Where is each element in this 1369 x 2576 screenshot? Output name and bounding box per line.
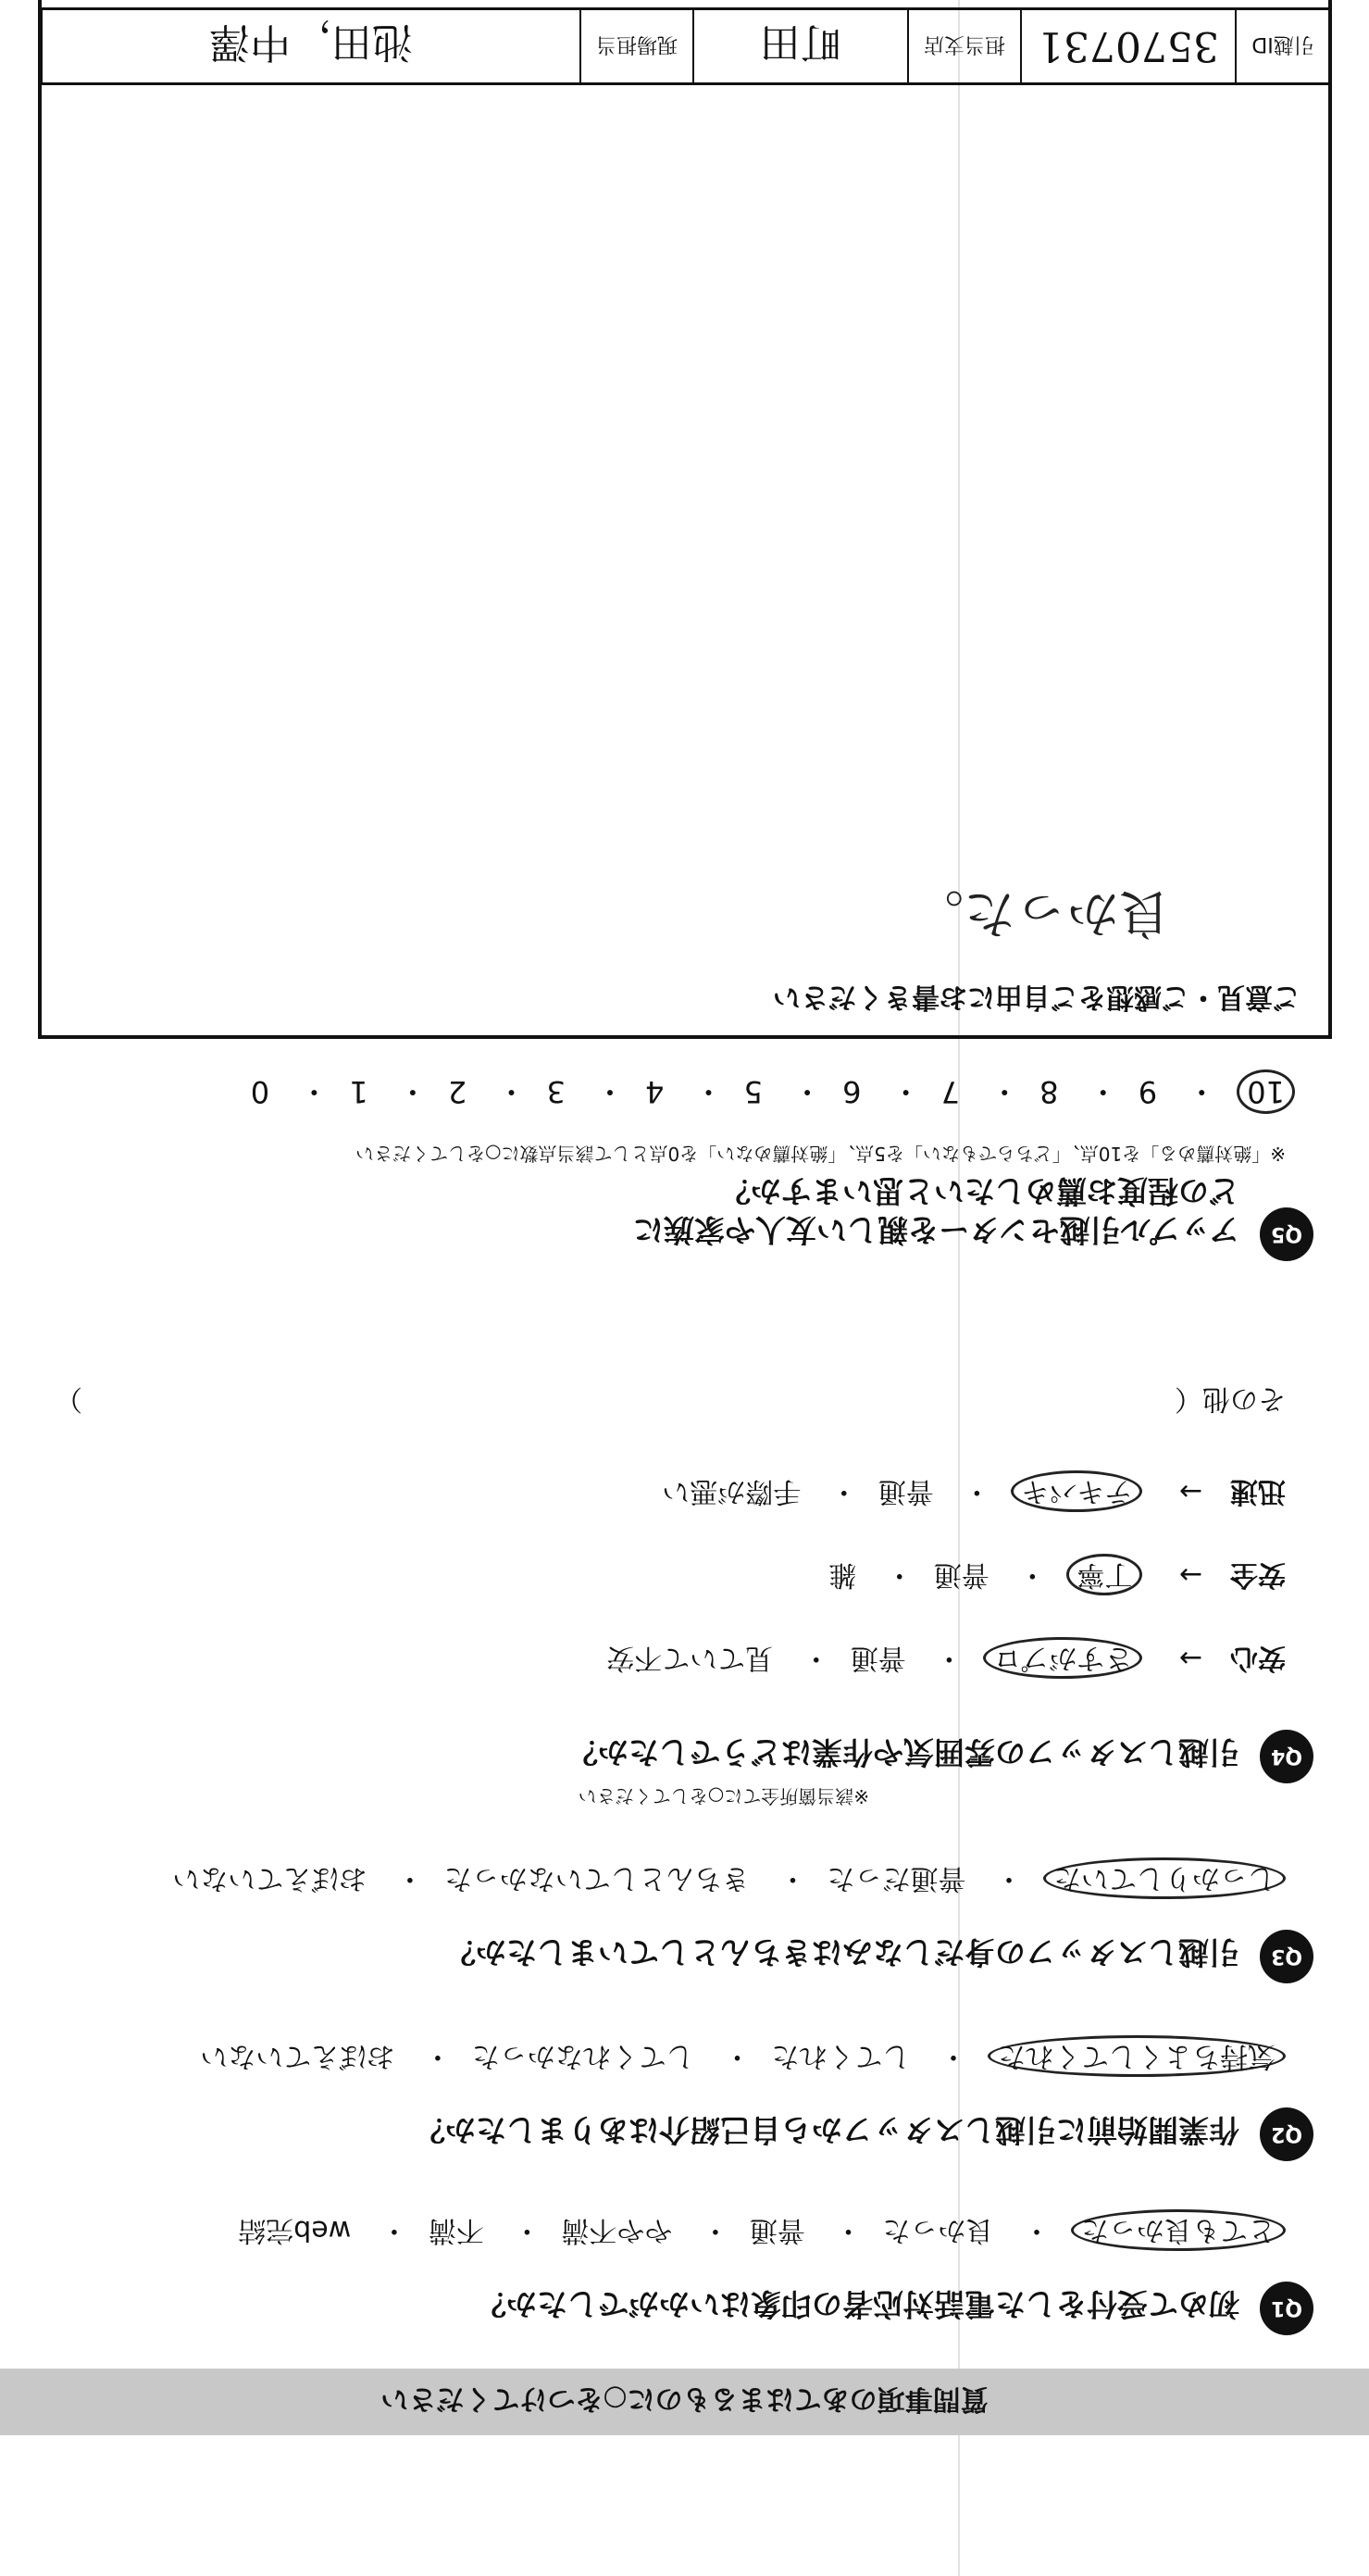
q4-row-label: 迅速 xyxy=(1230,1475,1286,1507)
branch-value: 町田 xyxy=(692,10,907,82)
q2-option[interactable]: 気持ちよくしてくれた xyxy=(988,2035,1286,2077)
q3-options: しっかりしていた・ 普通だった・ きちんとしていなかった・ おぼえていない xyxy=(172,1861,1286,1902)
comment-handwriting: 良かった。 xyxy=(912,882,1171,943)
q4-option[interactable]: 丁寧 xyxy=(1066,1554,1142,1595)
leader-value: 池田，中澤 xyxy=(209,19,413,66)
q1-option[interactable]: やや不満 xyxy=(561,2214,673,2246)
q4-other-row xyxy=(55,1382,1286,1422)
q4-badge: Q4 xyxy=(1260,1730,1313,1783)
q4-option[interactable]: 雑 xyxy=(828,1558,857,1591)
q1-option[interactable]: 普通 xyxy=(749,2214,805,2246)
q3-option[interactable]: 普通だった xyxy=(827,1862,966,1894)
q5-scale-value[interactable]: 8 xyxy=(1039,1074,1059,1109)
q1-option[interactable]: とても良かった xyxy=(1071,2209,1286,2251)
q2-badge: Q2 xyxy=(1260,2107,1313,2161)
q2-option[interactable]: してくれた xyxy=(771,2040,911,2072)
q1-badge: Q1 xyxy=(1260,2282,1313,2335)
q5-scale-value[interactable]: 4 xyxy=(645,1074,665,1109)
q4-option[interactable]: テキパキ xyxy=(1011,1470,1142,1512)
q1-title: 初めて受付をした電話対応者の印象はいかがでしたか？ xyxy=(476,2286,1239,2322)
q4-option[interactable]: 普通 xyxy=(850,1642,906,1674)
leader-label: 現場担当 xyxy=(579,10,692,82)
comment-box[interactable] xyxy=(38,0,1332,1039)
q4-row-jinsoku: 迅速→ テキパキ・ 普通・ 手際が悪い xyxy=(662,1474,1286,1515)
q4-note: ※該当箇所全てに○をしてください xyxy=(578,1785,869,1807)
q5-scale-value[interactable]: 1 xyxy=(349,1074,368,1109)
id-label: 引越ID xyxy=(1235,10,1329,82)
id-value: 3570731 xyxy=(1020,10,1235,82)
q5-note: ※「絶対薦める」を10点、「どちらでもない」を5点、「絶対薦めない」を0点として該当点数に○をしてください xyxy=(355,1143,1286,1165)
q5-scale-value[interactable]: 0 xyxy=(250,1074,270,1109)
q5-scale-value[interactable]: 3 xyxy=(546,1074,566,1109)
q3-option[interactable]: おぼえていない xyxy=(172,1862,367,1894)
q3-title: 引越しスタッフの身だしなみはきちんとしていましたか？ xyxy=(445,1934,1239,1970)
q5-title-line2: どの程度お薦めしたいと思いますか？ xyxy=(720,1173,1239,1209)
q4-option[interactable]: 普通 xyxy=(877,1475,934,1507)
q4-option[interactable]: 見ていて不安 xyxy=(606,1642,774,1674)
q3-badge: Q3 xyxy=(1260,1930,1313,1983)
q5-scale-value[interactable]: 6 xyxy=(842,1074,862,1109)
q4-title: 引越しスタッフの雰囲気や作業はどうでしたか？ xyxy=(567,1734,1239,1770)
q2-options: 気持ちよくしてくれた・ してくれた・ してくれなかった・ おぼえていない xyxy=(200,2039,1286,2080)
q1-option[interactable]: 良かった xyxy=(882,2214,994,2246)
q1-option[interactable]: 不満 xyxy=(428,2214,484,2246)
q4-row-label: 安全 xyxy=(1230,1558,1286,1591)
q5-badge: Q5 xyxy=(1260,1207,1313,1261)
q5-scale-value[interactable]: 10 xyxy=(1237,1069,1295,1114)
comment-label: ご意見・ご感想をご自由にお書きください xyxy=(773,981,1301,1013)
q1-option[interactable]: web完結 xyxy=(238,2214,352,2246)
q2-option[interactable]: おぼえていない xyxy=(200,2040,395,2072)
q5-scale-value[interactable]: 2 xyxy=(447,1074,467,1109)
q5-scale-value[interactable]: 9 xyxy=(1138,1074,1158,1109)
q4-other-close: ） xyxy=(55,1382,82,1415)
q4-other-label: その他（ xyxy=(1175,1382,1286,1415)
q5-scale: 10・ 9・ 8・ 7・ 6・ 5・ 4・ 3・ 2・ 1・ 0 xyxy=(36,1069,1295,1115)
q4-option[interactable]: 普通 xyxy=(933,1558,989,1591)
q2-title: 作業開始前に引越しスタッフから自己紹介はありましたか？ xyxy=(415,2112,1239,2148)
q5-scale-value[interactable]: 5 xyxy=(743,1074,763,1109)
q3-option[interactable]: しっかりしていた xyxy=(1043,1857,1286,1899)
q4-row-anzen: 安全→ 丁寧・ 普通・ 雑 xyxy=(828,1557,1286,1598)
id-table xyxy=(40,7,1332,85)
instruction-text: 質問事項のあてはまるものに○をつけてください xyxy=(380,2382,989,2415)
q5-scale-value[interactable]: 7 xyxy=(940,1074,960,1109)
q1-options: とても良かった・ 良かった・ 普通・ やや不満・ 不満・ web完結 xyxy=(238,2213,1286,2254)
instruction-header xyxy=(0,2369,1369,2435)
q3-option[interactable]: きちんとしていなかった xyxy=(443,1862,750,1894)
q2-option[interactable]: してくれなかった xyxy=(471,2040,694,2072)
q5-title-line1: アップル引越センターを親しい友人や家族に xyxy=(632,1212,1239,1248)
q4-row-anshin: 安心→ さすがプロ・ 普通・ 見ていて不安 xyxy=(606,1641,1286,1682)
branch-label: 担当支店 xyxy=(907,10,1020,82)
q4-option[interactable]: さすがプロ xyxy=(983,1637,1142,1679)
q4-row-label: 安心 xyxy=(1230,1642,1286,1674)
q4-option[interactable]: 手際が悪い xyxy=(662,1475,802,1507)
